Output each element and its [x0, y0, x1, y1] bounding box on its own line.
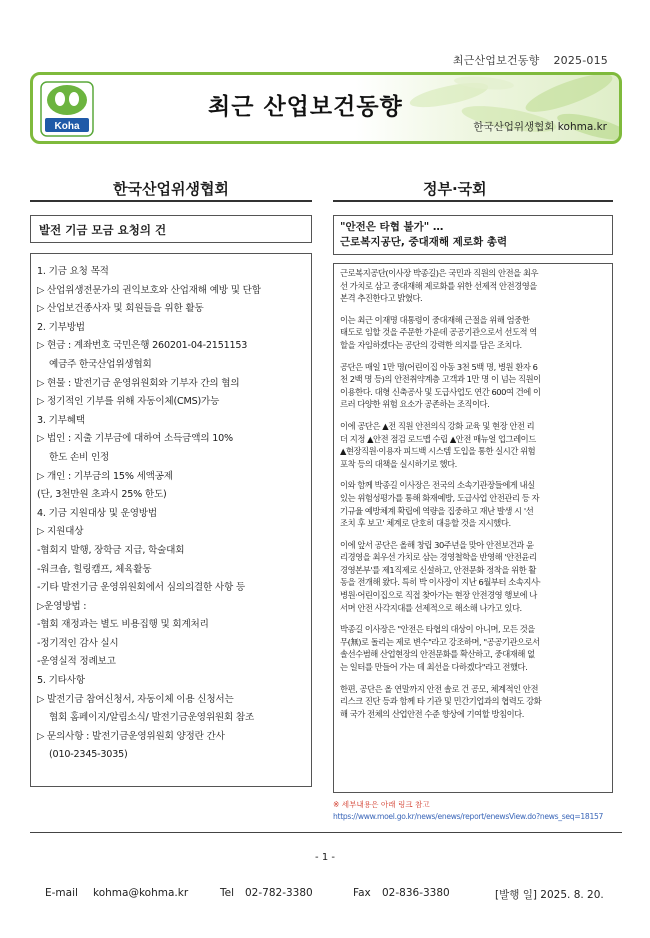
article-paragraphs — [334, 264, 612, 720]
article-line: 병원·어린이집으로 직접 찾아가는 현장 안전경영 행보에 나 — [340, 590, 537, 601]
article-line: 리경영을 최우선 가치로 삼는 경영철학을 반영해 '안전윤리 — [340, 552, 537, 563]
fund-request-line: -협회지 발행, 장학금 지급, 학술대회 — [37, 544, 185, 556]
fund-request-box — [30, 253, 312, 787]
footer-tel: 02-782-3380 — [245, 887, 313, 899]
article-body-box — [333, 263, 613, 793]
fund-request-line: -협회 재정과는 별도 비용집행 및 회계처리 — [37, 619, 209, 631]
fund-request-line: -기타 발전기금 운영위원회에서 심의의결한 사항 등 — [37, 582, 245, 594]
article-paragraph — [340, 361, 607, 411]
footer-fax-label: Fax — [353, 887, 371, 899]
fund-request-line: ▷ 산업보건종사자 및 회원들을 위한 활동 — [37, 303, 204, 315]
article-line: 경영본부'를 제1직제로 신설하고, 안전문화 정착을 위한 활 — [340, 564, 536, 575]
article-line: 이와 함께 박종길 이사장은 전국의 소속기관장들에게 내실 — [340, 480, 535, 491]
article-line: 이는 최근 이재명 대통령이 중대재해 근절을 위해 엄중한 — [340, 314, 530, 325]
article-line: 이에 공단은 ▲전 직원 안전의식 강화 교육 및 현장 안전 리 — [340, 420, 535, 431]
article-line: 할을 자임하겠다는 공단의 강력한 의지를 담은 조치다. — [340, 339, 522, 350]
article-paragraph — [340, 479, 607, 529]
article-line: 해 국가 전체의 산업안전 수준 향상에 기여할 방침이다. — [340, 708, 524, 719]
article-line: 이에 앞서 공단은 올해 창립 30주년을 맞아 안전보건과 윤 — [340, 539, 534, 550]
footer-issued-date: [발행 일] 2025. 8. 20. — [495, 889, 604, 901]
fund-request-line: ▷ 산업위생전문가의 권익보호와 산업재해 예방 및 단합 — [37, 284, 261, 296]
fund-request-line: 예금주 한국산업위생협회 — [49, 358, 152, 370]
fund-request-line: 협회 홈페이지/알림소식/ 발전기금운영위원회 참조 — [49, 712, 255, 724]
article-line: 솔선수범해 산업현장의 안전문화를 확산하고, 중대재해 없 — [340, 649, 535, 660]
fund-request-line: 5. 기타사항 — [37, 675, 85, 687]
left-section-heading: 한국산업위생협회 — [113, 180, 229, 198]
source-link[interactable]: https://www.moel.go.kr/news/enews/report/enewsView.do?news_seq=18157 — [333, 812, 604, 821]
fund-request-line: ▷ 현물 : 발전기금 운영위원회와 기부자 간의 협의 — [37, 377, 240, 389]
article-paragraph — [340, 683, 607, 721]
page-number: - 1 - — [315, 852, 335, 863]
svg-text:Koha: Koha — [54, 121, 80, 132]
article-line: 이용한다. 대형 신축공사 및 도급사업도 연간 600여 건에 이 — [340, 386, 541, 397]
right-heading-rule — [333, 200, 613, 202]
fund-request-line: -정기적인 감사 실시 — [37, 637, 119, 649]
article-line: 있는 위험성평가를 통해 화재예방, 도급사업 안전관리 등 자 — [340, 492, 540, 503]
article-line: 본격 추진한다고 밝혔다. — [340, 293, 423, 304]
fund-request-line: -운영실적 정례보고 — [37, 656, 116, 668]
org-website: 한국산업위생협회 kohma.kr — [473, 121, 607, 133]
source-note — [333, 799, 603, 823]
fund-request-line: 2. 기부방법 — [37, 321, 85, 333]
article-line: 근로복지공단(이사장 박종길)은 국민과 직원의 안전을 최우 — [340, 268, 539, 278]
fund-request-line: ▷ 법인 : 지출 기부금에 대하여 소득금액의 10% — [37, 433, 233, 445]
article-line: 더 지정 ▲안전 점검 로드맵 수립 ▲안전 매뉴얼 업그레이드 — [340, 433, 536, 444]
fund-request-line: ▷ 현금 : 계좌번호 국민은행 260201-04-2151153 — [37, 340, 248, 352]
left-article-title: 발전 기금 모금 요청의 건 — [39, 223, 167, 237]
fund-request-line: (010-2345-3035) — [49, 749, 128, 761]
article-line: 태도로 임할 것을 주문한 가운데 공공기관으로서 선도적 역 — [340, 327, 537, 338]
newsletter-title: 최근 산업보건동향 — [208, 94, 403, 120]
right-article-headline — [334, 216, 612, 250]
right-section-heading: 정부·국회 — [423, 180, 487, 198]
headline-line-2: 근로복지공단, 중대재해 제로화 총력 — [340, 236, 508, 248]
fund-request-line: ▷운영방법 : — [37, 600, 87, 612]
fund-request-line: 4. 기금 지원대상 및 운영방법 — [37, 507, 157, 519]
article-paragraph — [340, 267, 607, 305]
fund-request-line: -워크숍, 힐링캠프, 체육활동 — [37, 563, 152, 575]
article-line: 천 2백 명 등)의 안전취약계층 고객과 1만 명 이 넘는 직원이 — [340, 374, 541, 385]
article-line: 한편, 공단은 올 연말까지 안전 솔로 건 공모, 체계적인 안전 — [340, 683, 539, 694]
fund-request-line: ▷ 개인 : 기부금의 15% 세액공제 — [37, 470, 173, 482]
article-line: 는 일터를 만들어 가는 데 최선을 다하겠다"라고 전했다. — [340, 662, 528, 673]
article-line: 박종길 이사장은 "안전은 타협의 대상이 아니며, 모든 것을 — [340, 624, 535, 635]
issue-name: 최근산업보건동향 — [452, 54, 540, 67]
headline-line-1: "안전은 타협 불가" … — [340, 221, 444, 233]
fund-request-line: 한도 손비 인정 — [49, 451, 110, 463]
issue-info — [453, 52, 608, 68]
article-line: 무(無)로 돌리는 제로 변수"라고 강조하며, "공공기관으로서 — [340, 636, 540, 647]
fund-request-line: ▷ 발전기금 참여신청서, 자동이체 이용 신청서는 — [37, 693, 234, 705]
left-article-title-box — [30, 215, 312, 243]
issue-number: 2025-015 — [553, 54, 608, 67]
footer-tel-label: Tel — [220, 887, 235, 899]
article-line: 리스크 진단 등과 함께 타 기관 및 민간기업과의 협력도 강화 — [340, 696, 542, 707]
source-note-text: ※ 세부내용은 아래 링크 참고 — [333, 800, 430, 809]
newsletter-banner — [30, 72, 622, 144]
fund-request-line: 3. 기부혜택 — [37, 414, 85, 426]
fund-request-line: (단, 3천만원 초과시 25% 한도) — [37, 489, 167, 501]
article-line: 포착 등의 대책을 실시하기로 했다. — [340, 458, 457, 469]
article-line: 공단은 매일 1만 명(어린이집 아동 3천 5백 명, 병원 환자 6 — [340, 361, 538, 372]
right-article-title-box — [333, 215, 613, 255]
fund-request-line: ▷ 정기적인 기부를 위해 자동이체(CMS)가능 — [37, 396, 220, 408]
article-line: 르러 다양한 위험 요소가 공존하는 조직이다. — [340, 399, 490, 410]
page-divider — [30, 832, 622, 833]
fund-request-list — [31, 254, 311, 765]
article-paragraph — [340, 539, 607, 615]
article-paragraph — [340, 623, 607, 673]
article-paragraph — [340, 314, 607, 352]
koha-logo-icon — [39, 80, 95, 138]
footer-email-label: E-mail — [45, 887, 78, 899]
article-line: ▲현장직원·이용자 피드백 시스템 도입을 통한 실시간 위험 — [340, 446, 536, 457]
left-heading-rule — [30, 200, 312, 202]
fund-request-line: ▷ 지원대상 — [37, 526, 84, 538]
footer-email[interactable]: kohma@kohma.kr — [93, 887, 189, 899]
footer-fax: 02-836-3380 — [382, 887, 450, 899]
article-line: 동을 전개해 왔다. 특히 박 이사장이 지난 6월부터 소속지사· — [340, 577, 541, 588]
article-line: 기규율 예방체계 확립에 역량을 집중하고 재난 발생 시 '선 — [340, 505, 534, 516]
article-line: 서며 안전 사각지대를 선제적으로 해소해 나가고 있다. — [340, 602, 522, 613]
article-line: 조치 후 보고' 체계로 단호히 대응할 것을 지시했다. — [340, 518, 511, 529]
fund-request-line: ▷ 문의사항 : 발전기금운영위원회 양정란 간사 — [37, 730, 225, 742]
article-paragraph — [340, 420, 607, 470]
article-line: 선 가치로 삼고 중대재해 제로화를 위한 선제적 안전경영을 — [340, 280, 537, 291]
fund-request-line: 1. 기금 요청 목적 — [37, 266, 109, 277]
